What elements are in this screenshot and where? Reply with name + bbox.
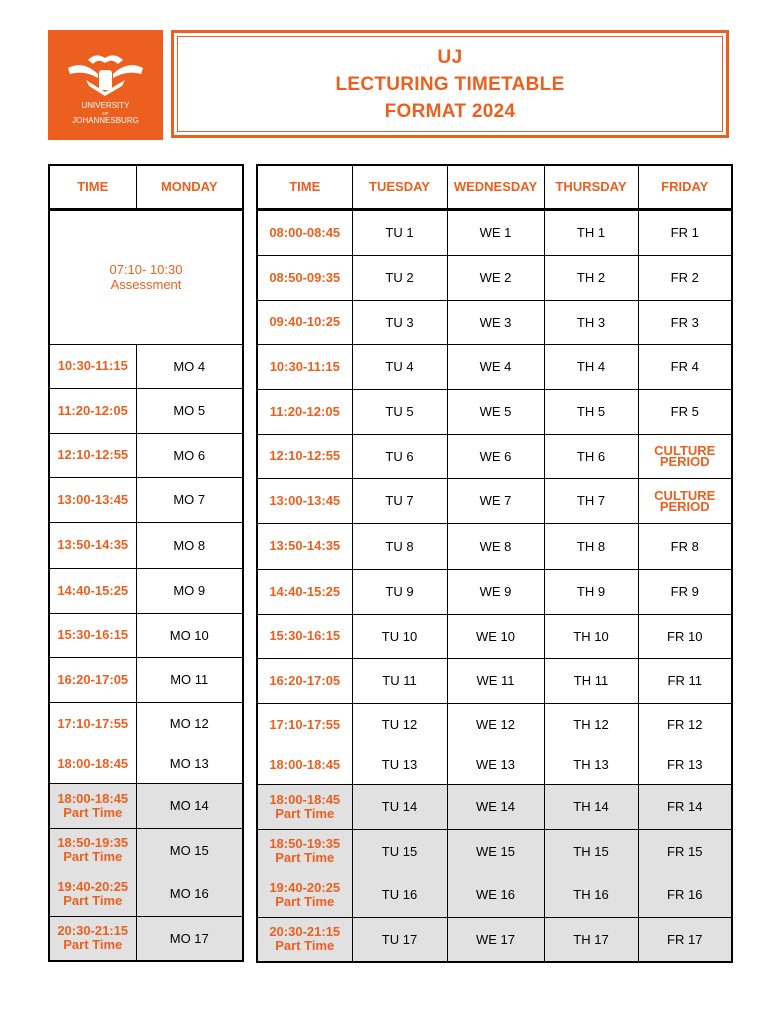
time-cell: [49, 433, 136, 477]
lecture-slot: WE 13: [447, 746, 544, 784]
table-row: [257, 209, 732, 255]
table-row: [257, 873, 732, 917]
lecture-slot: FR 14: [638, 784, 732, 829]
lecture-slot: TH 15: [544, 829, 638, 873]
table-row: [257, 703, 732, 746]
time-range: 18:00-18:45: [57, 790, 129, 806]
lecture-slot: FR 4: [638, 344, 732, 389]
monday-timetable: [48, 164, 244, 962]
lecture-slot: FR 1: [638, 209, 732, 255]
lecture-slot: WE 10: [447, 614, 544, 658]
title-box: [171, 30, 729, 138]
lecture-slot: MO 7: [136, 477, 243, 522]
lecture-slot: MO 14: [136, 783, 243, 828]
time-range: 17:10-17:55: [269, 716, 341, 732]
time-range: 11:20-12:05: [57, 402, 128, 418]
table-row: [49, 522, 243, 568]
lecture-slot: TU 15: [352, 829, 447, 873]
time-cell: [49, 568, 136, 613]
assessment-cell: [49, 209, 243, 344]
lecture-slot: WE 9: [447, 569, 544, 614]
time-range: 18:00-18:45: [269, 756, 341, 772]
time-cell: [49, 613, 136, 657]
column-header: TUESDAY: [352, 165, 447, 209]
lecture-slot: MO 8: [136, 522, 243, 568]
title-line-2: LECTURING TIMETABLE: [335, 73, 565, 95]
time-cell: [257, 434, 352, 478]
part-time-label: Part Time: [275, 805, 335, 821]
table-row: [257, 614, 732, 658]
lecture-slot: WE 17: [447, 917, 544, 962]
time-cell: [49, 745, 136, 783]
assessment-time: 07:10- 10:30: [109, 262, 183, 277]
lecture-slot: TH 7: [544, 478, 638, 523]
lecture-slot: FR 9: [638, 569, 732, 614]
time-range: 14:40-15:25: [57, 582, 129, 598]
lecture-slot: FR 10: [638, 614, 732, 658]
part-time-label: Part Time: [63, 849, 123, 865]
column-header: WEDNESDAY: [447, 165, 544, 209]
time-range: 20:30-21:15: [269, 924, 341, 940]
assessment-row: [49, 209, 243, 344]
table-row: [49, 657, 243, 702]
part-time-label: Part Time: [275, 893, 335, 909]
time-range: 12:10-12:55: [57, 447, 129, 462]
crest-icon: [68, 55, 143, 96]
time-range: 13:50-14:35: [269, 538, 341, 553]
time-cell: [257, 389, 352, 434]
lecture-slot: MO 12: [136, 702, 243, 745]
lecture-slot: TU 5: [352, 389, 447, 434]
part-time-label: Part Time: [63, 804, 123, 820]
lecture-slot: TU 1: [352, 209, 447, 255]
table-row: [257, 389, 732, 434]
part-time-label: Part Time: [275, 938, 335, 954]
time-cell: [49, 872, 136, 916]
lecture-slot: WE 4: [447, 344, 544, 389]
uj-logo: [48, 30, 163, 140]
lecture-slot: WE 6: [447, 434, 544, 478]
column-header: TIME: [49, 165, 136, 209]
time-cell: [49, 657, 136, 702]
lecture-slot: WE 7: [447, 478, 544, 523]
table-row: [257, 255, 732, 300]
table-row: [257, 917, 732, 962]
time-cell: [49, 702, 136, 745]
time-range: 18:00-18:45: [269, 791, 341, 807]
lecture-slot: TH 10: [544, 614, 638, 658]
lecture-slot: TH 5: [544, 389, 638, 434]
lecture-slot: TU 11: [352, 658, 447, 703]
lecture-slot: FR 17: [638, 917, 732, 962]
time-cell: [49, 522, 136, 568]
table-row: [257, 523, 732, 569]
table-row: [49, 568, 243, 613]
time-cell: [257, 703, 352, 746]
time-cell: [257, 873, 352, 917]
table-row: [257, 434, 732, 478]
lecture-slot: MO 5: [136, 388, 243, 433]
time-range: 20:30-21:15: [57, 923, 129, 939]
table-row: [49, 872, 243, 916]
column-header: MONDAY: [136, 165, 243, 209]
time-cell: [257, 300, 352, 344]
lecture-slot: TH 14: [544, 784, 638, 829]
lecture-slot: TH 16: [544, 873, 638, 917]
time-range: 19:40-20:25: [269, 879, 341, 895]
time-range: 13:50-14:35: [57, 537, 129, 552]
table-row: [49, 916, 243, 961]
table-row: [49, 388, 243, 433]
time-range: 08:50-09:35: [269, 269, 341, 285]
tue-fri-timetable: [256, 164, 733, 963]
part-time-label: Part Time: [63, 937, 123, 953]
time-range: 13:00-13:45: [57, 491, 129, 507]
time-range: 15:30-16:15: [57, 627, 129, 642]
lecture-slot: TH 13: [544, 746, 638, 784]
lecture-slot: WE 2: [447, 255, 544, 300]
lecture-slot: TH 8: [544, 523, 638, 569]
lecture-slot: TU 16: [352, 873, 447, 917]
lecture-slot: WE 5: [447, 389, 544, 434]
time-range: 19:40-20:25: [57, 878, 129, 894]
lecture-slot: MO 10: [136, 613, 243, 657]
lecture-slot: FR 8: [638, 523, 732, 569]
time-cell: [49, 477, 136, 522]
logo-text-johannesburg: JOHANNESBURG: [72, 116, 139, 125]
lecture-slot: FR 2: [638, 255, 732, 300]
time-range: 10:30-11:15: [269, 358, 340, 374]
lecture-slot: TU 12: [352, 703, 447, 746]
lecture-slot: TU 9: [352, 569, 447, 614]
header-row: [49, 165, 243, 209]
table-row: [49, 745, 243, 783]
time-cell: [257, 569, 352, 614]
time-cell: [257, 614, 352, 658]
time-cell: [257, 344, 352, 389]
lecture-slot: TU 3: [352, 300, 447, 344]
lecture-slot: MO 15: [136, 828, 243, 872]
time-range: 17:10-17:55: [57, 715, 129, 731]
lecture-slot: WE 14: [447, 784, 544, 829]
assessment-label: Assessment: [110, 277, 182, 292]
time-range: 13:00-13:45: [269, 492, 341, 508]
time-range: 18:00-18:45: [57, 755, 129, 771]
lecture-slot: TU 4: [352, 344, 447, 389]
time-range: 14:40-15:25: [269, 583, 341, 599]
time-cell: [257, 658, 352, 703]
time-cell: [49, 344, 136, 388]
lecture-slot: TH 12: [544, 703, 638, 746]
lecture-slot: WE 1: [447, 209, 544, 255]
table-row: [49, 783, 243, 828]
lecture-slot: WE 15: [447, 829, 544, 873]
lecture-slot: FR 5: [638, 389, 732, 434]
table-row: [49, 613, 243, 657]
time-cell: [257, 784, 352, 829]
time-cell: [257, 255, 352, 300]
lecture-slot: TH 6: [544, 434, 638, 478]
lecture-slot: MO 17: [136, 916, 243, 961]
lecture-slot: WE 8: [447, 523, 544, 569]
header-row: [257, 165, 732, 209]
lecture-slot: WE 3: [447, 300, 544, 344]
lecture-slot: TH 1: [544, 209, 638, 255]
table-row: [49, 828, 243, 872]
table-row: [49, 433, 243, 477]
part-time-label: Part Time: [275, 850, 335, 866]
lecture-slot: TU 10: [352, 614, 447, 658]
time-range: 18:50-19:35: [269, 836, 341, 852]
lecture-slot: WE 11: [447, 658, 544, 703]
time-cell: [49, 388, 136, 433]
lecture-slot: FR 13: [638, 746, 732, 784]
time-cell: [257, 829, 352, 873]
lecture-slot: TH 3: [544, 300, 638, 344]
time-cell: [49, 828, 136, 872]
time-cell: [257, 209, 352, 255]
lecture-slot: MO 11: [136, 657, 243, 702]
time-cell: [49, 916, 136, 961]
time-range: 16:20-17:05: [269, 672, 341, 688]
table-row: [257, 784, 732, 829]
time-range: 09:40-10:25: [269, 314, 341, 329]
table-row: [49, 702, 243, 745]
time-range: 12:10-12:55: [269, 448, 341, 463]
title-line-3: FORMAT 2024: [384, 100, 516, 122]
part-time-label: Part Time: [63, 892, 123, 908]
lecture-slot: TH 17: [544, 917, 638, 962]
time-cell: [257, 478, 352, 523]
time-cell: [257, 523, 352, 569]
lecture-slot: MO 9: [136, 568, 243, 613]
lecture-slot: FR 16: [638, 873, 732, 917]
time-range: 08:00-08:45: [269, 224, 341, 240]
culture-period-cell: CULTURE PERIOD: [638, 478, 732, 523]
lecture-slot: TU 17: [352, 917, 447, 962]
column-header: FRIDAY: [638, 165, 732, 209]
lecture-slot: TU 8: [352, 523, 447, 569]
table-row: [257, 478, 732, 523]
table-row: [257, 569, 732, 614]
lecture-slot: FR 12: [638, 703, 732, 746]
table-row: [49, 344, 243, 388]
table-row: [49, 477, 243, 522]
lecture-slot: TH 4: [544, 344, 638, 389]
lecture-slot: TU 13: [352, 746, 447, 784]
table-row: [257, 829, 732, 873]
lecture-slot: FR 3: [638, 300, 732, 344]
lecture-slot: TU 14: [352, 784, 447, 829]
culture-period-cell: CULTURE PERIOD: [638, 434, 732, 478]
lecture-slot: WE 12: [447, 703, 544, 746]
lecture-slot: TH 11: [544, 658, 638, 703]
time-range: 10:30-11:15: [57, 358, 128, 373]
lecture-slot: MO 13: [136, 745, 243, 783]
lecture-slot: TU 7: [352, 478, 447, 523]
table-row: [257, 658, 732, 703]
time-cell: [49, 783, 136, 828]
lecture-slot: MO 6: [136, 433, 243, 477]
time-range: 16:20-17:05: [57, 671, 129, 687]
lecture-slot: FR 15: [638, 829, 732, 873]
table-row: [257, 344, 732, 389]
lecture-slot: TH 9: [544, 569, 638, 614]
time-range: 15:30-16:15: [269, 628, 341, 643]
table-row: [257, 300, 732, 344]
lecture-slot: FR 11: [638, 658, 732, 703]
lecture-slot: MO 4: [136, 344, 243, 388]
time-range: 11:20-12:05: [269, 403, 340, 419]
lecture-slot: WE 16: [447, 873, 544, 917]
time-range: 18:50-19:35: [57, 835, 129, 851]
lecture-slot: TU 6: [352, 434, 447, 478]
lecture-slot: MO 16: [136, 872, 243, 916]
logo-text-university: UNIVERSITY: [81, 101, 130, 110]
logo-text-of: OF: [102, 111, 109, 116]
column-header: THURSDAY: [544, 165, 638, 209]
column-header: TIME: [257, 165, 352, 209]
table-row: [257, 746, 732, 784]
lecture-slot: TH 2: [544, 255, 638, 300]
lecture-slot: TU 2: [352, 255, 447, 300]
time-cell: [257, 746, 352, 784]
time-cell: [257, 917, 352, 962]
title-line-1: UJ: [437, 46, 463, 68]
